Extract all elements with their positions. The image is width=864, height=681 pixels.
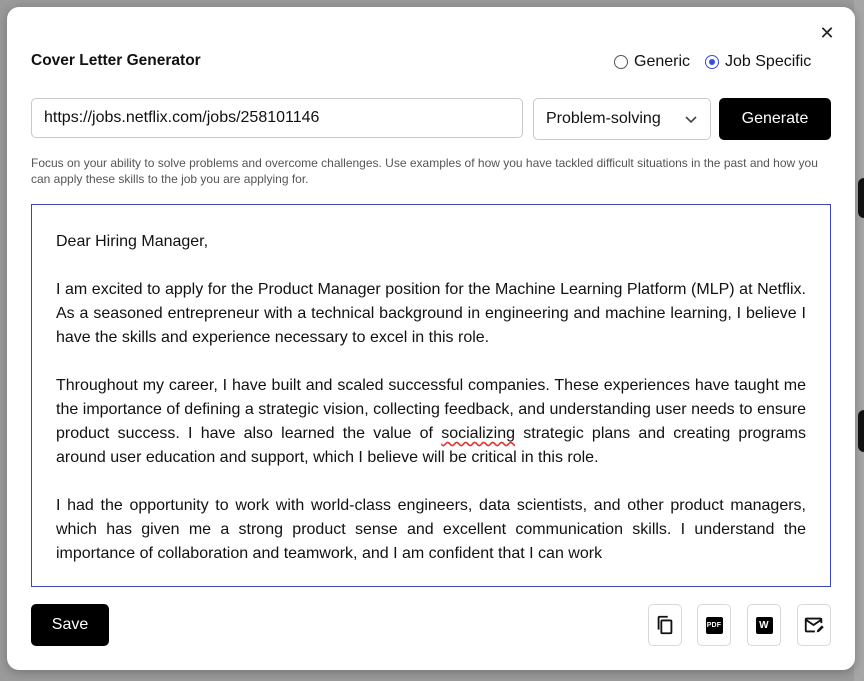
background-scrollbar-area bbox=[854, 0, 864, 681]
radio-label: Generic bbox=[634, 53, 691, 70]
word-icon: W bbox=[756, 617, 773, 634]
focus-hint: Focus on your ability to solve problems and overcome challenges. Use examples of how you have tackled difficult situations in the past and how you can apply these skills to the job you are applying for. bbox=[31, 156, 818, 186]
email-button[interactable] bbox=[797, 604, 831, 646]
letter-paragraph: I had the opportunity to work with world-class engineers, data scientists, and other product managers, which has given me a strong product sense and excellent communication skills. I understand the importance of collaboration and teamwork, and I am confident that I can work bbox=[56, 497, 806, 562]
letter-paragraph bbox=[56, 374, 806, 470]
generate-button[interactable]: Generate bbox=[719, 98, 831, 140]
background-button bbox=[858, 178, 864, 218]
close-icon: ✕ bbox=[819, 23, 835, 43]
close-button[interactable] bbox=[817, 23, 837, 43]
spellcheck-word[interactable]: socializing bbox=[441, 425, 516, 442]
background-button bbox=[858, 410, 864, 452]
download-pdf-button[interactable] bbox=[697, 604, 731, 646]
radio-label: Job Specific bbox=[725, 53, 812, 70]
radio-generic[interactable] bbox=[614, 53, 690, 71]
letter-paragraph: I am excited to apply for the Product Manager position for the Machine Learning Platform (MLP) at Netflix. As a seasoned entrepreneur with a technical background in engineering and machine learning, I believe I have the skills and experience necessary to excel in this role. bbox=[56, 281, 806, 346]
cover-letter-textarea[interactable] bbox=[31, 204, 831, 587]
focus-select[interactable] bbox=[533, 98, 711, 140]
letter-text: strategic plans and creating programs around user education and support, which I believe will be critical in this role. bbox=[56, 425, 806, 466]
modal-title: Cover Letter Generator bbox=[31, 52, 201, 69]
letter-salutation: Dear Hiring Manager, bbox=[56, 233, 209, 250]
save-button[interactable]: Save bbox=[31, 604, 109, 646]
job-url-input[interactable] bbox=[31, 98, 523, 138]
pdf-icon: PDF bbox=[706, 617, 723, 634]
radio-circle-checked[interactable] bbox=[705, 55, 719, 69]
copy-icon bbox=[654, 614, 676, 636]
email-edit-icon bbox=[803, 614, 825, 636]
letter-text: Throughout my career, I have built and scaled successful companies. These experiences have taught me the importance of defining a strategic vision, collecting feedback, and understanding user needs to ensure product success. I have also learned the value of bbox=[56, 377, 806, 442]
copy-button[interactable] bbox=[648, 604, 682, 646]
focus-select-value: Problem-solving bbox=[546, 110, 661, 127]
download-word-button[interactable] bbox=[747, 604, 781, 646]
chevron-down-icon bbox=[684, 112, 698, 126]
radio-job-specific[interactable] bbox=[705, 53, 811, 71]
cover-letter-modal bbox=[7, 7, 855, 670]
radio-circle[interactable] bbox=[614, 55, 628, 69]
